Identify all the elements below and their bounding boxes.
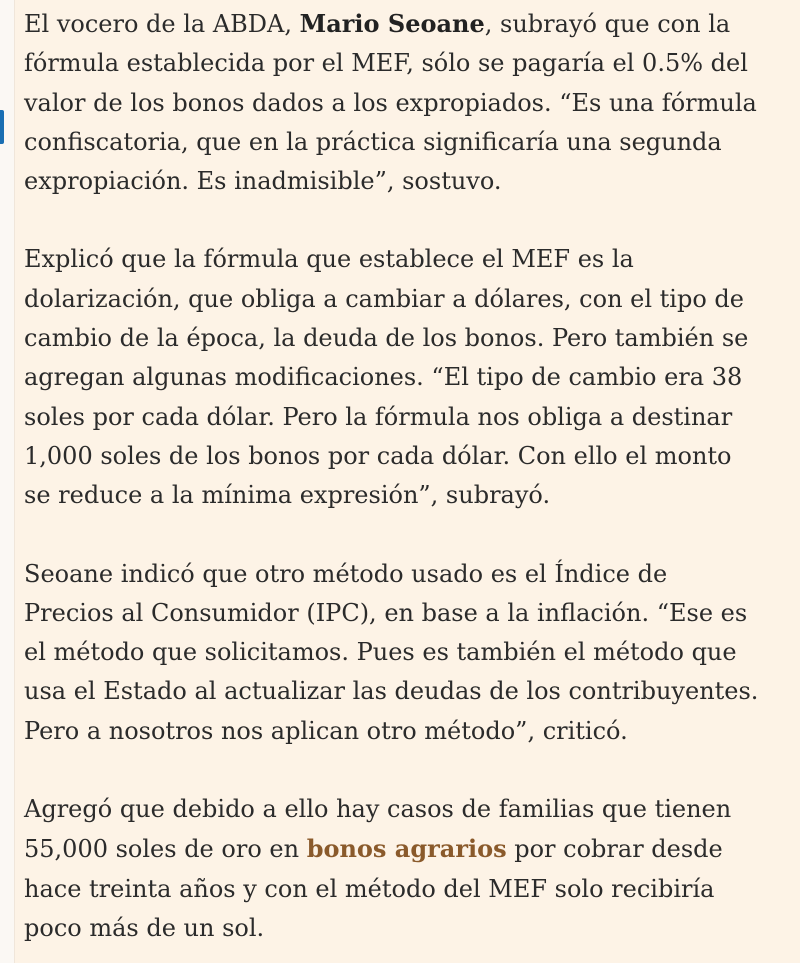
article-paragraph-1	[24, 4, 784, 201]
paragraph-1-line-2: fórmula establecida por el MEF, sólo se pagaría el 0.5% del	[24, 49, 748, 78]
article-paragraph-2	[24, 240, 784, 515]
article-paragraph-3	[24, 555, 784, 751]
spokesperson-name: Mario Seoane	[299, 9, 485, 38]
paragraph-1-line-3: valor de los bonos dados a los expropiados. “Es una fórmula	[24, 88, 757, 117]
paragraph-1-line-1	[24, 4, 784, 44]
paragraph-4-line-3: hace treinta años y con el método del MEF solo recibiría	[24, 874, 715, 903]
paragraph-2-line-6: 1,000 soles de los bonos por cada dólar. Con ello el monto	[24, 441, 732, 470]
paragraph-3-line-4: usa el Estado al actualizar las deudas de los contribuyentes.	[24, 677, 759, 706]
paragraph-1-line-4: confiscatoria, que en la práctica significaría una segunda	[24, 127, 722, 156]
paragraph-3-line-2: Precios al Consumidor (IPC), en base a la inflación. “Ese es	[24, 598, 748, 627]
paragraph-4-line-2-post: por cobrar desde	[506, 835, 723, 864]
scroll-position-marker[interactable]	[0, 110, 4, 144]
left-gutter	[0, 0, 14, 963]
paragraph-3-line-5: Pero a nosotros nos aplican otro método”, criticó.	[24, 716, 628, 745]
paragraph-2-line-1: Explicó que la fórmula que establece el MEF es la	[24, 245, 634, 274]
paragraph-2-line-2: dolarización, que obliga a cambiar a dólares, con el tipo de	[24, 284, 744, 313]
paragraph-4-line-2-pre: 55,000 soles de oro en	[24, 835, 307, 864]
paragraph-2-line-5: soles por cada dólar. Pero la fórmula nos obliga a destinar	[24, 402, 733, 431]
paragraph-3-line-3: el método que solicitamos. Pues es también el método que	[24, 638, 737, 667]
paragraph-3-line-1: Seoane indicó que otro método usado es el Índice de	[24, 559, 668, 588]
paragraph-2-line-4: agregan algunas modificaciones. “El tipo de cambio era 38	[24, 363, 743, 392]
paragraph-1-line-5: expropiación. Es inadmisible”, sostuvo.	[24, 167, 502, 196]
paragraph-4-line-4: poco más de un sol.	[24, 913, 265, 942]
gutter-divider	[14, 0, 15, 963]
paragraph-2-line-7: se reduce a la mínima expresión”, subrayó.	[24, 481, 551, 510]
article-body	[24, 4, 784, 948]
article-paragraph-4	[24, 790, 784, 948]
bonos-agrarios-link[interactable]: bonos agrarios	[306, 834, 507, 864]
paragraph-1-line-1-pre: El vocero de la ABDA,	[24, 10, 300, 38]
paragraph-1-line-1-post: , subrayó que con la	[484, 10, 731, 38]
paragraph-4-line-2	[24, 829, 784, 869]
paragraph-4-line-1: Agregó que debido a ello hay casos de familias que tienen	[24, 795, 732, 824]
paragraph-2-line-3: cambio de la época, la deuda de los bonos. Pero también se	[24, 324, 749, 353]
